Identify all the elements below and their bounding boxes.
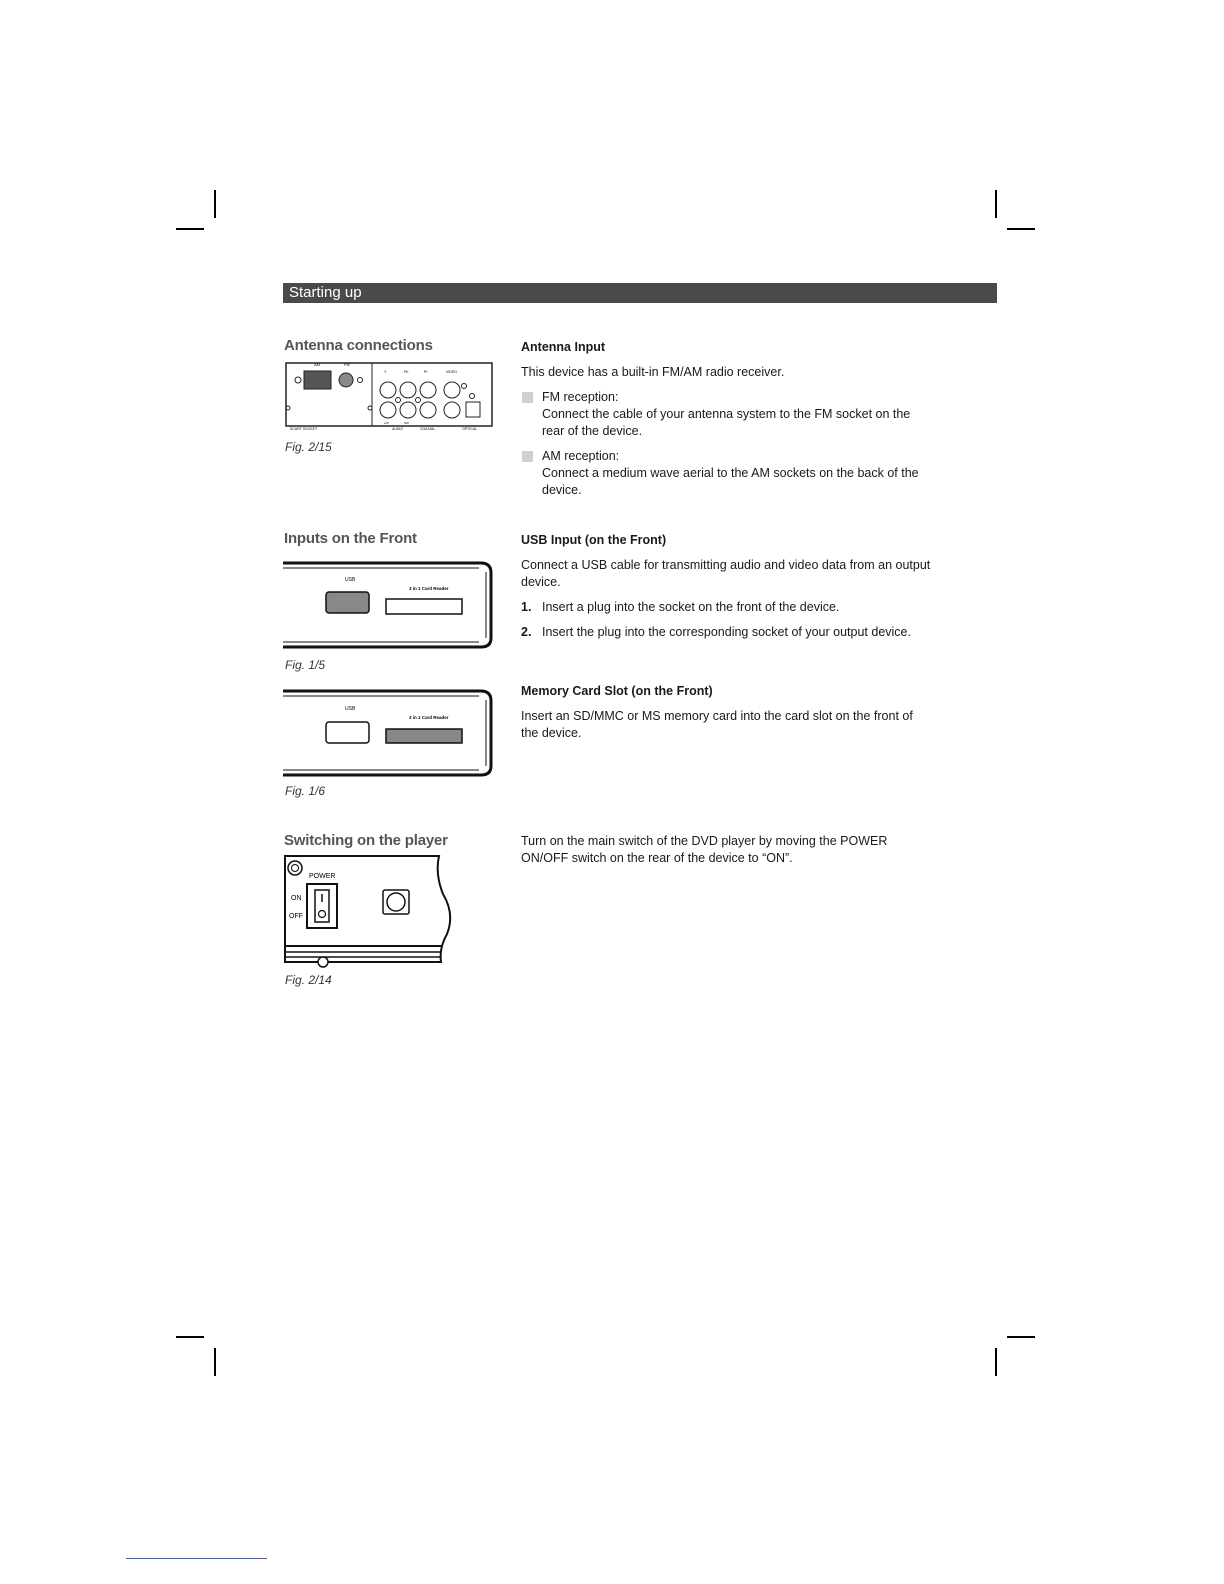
usb-label: USB <box>345 706 356 712</box>
switching-text: Turn on the main switch of the DVD player by moving the POWER ON/OFF switch on the rear of the device to “ON”. <box>521 834 888 865</box>
bullet-text: Connect the cable of your antenna system to the FM socket on the rear of the device. <box>542 407 911 438</box>
scart-label: SCART SOCKET <box>290 427 318 430</box>
card-heading: Memory Card Slot (on the Front) <box>521 684 713 698</box>
crop-mark <box>995 190 997 218</box>
rear-panel-figure <box>284 360 496 430</box>
antenna-section-title: Antenna connections <box>284 337 433 354</box>
am-label: AM <box>314 362 320 367</box>
step-number: 2. <box>521 625 532 639</box>
crop-mark <box>1007 228 1035 230</box>
coaxial-label: COAXIAL <box>420 427 436 430</box>
power-label: POWER <box>309 873 336 880</box>
crop-mark <box>176 1336 204 1338</box>
usb-heading: USB Input (on the Front) <box>521 533 667 547</box>
usb-text-column <box>521 532 931 649</box>
card-text-column <box>521 683 931 750</box>
off-label: OFF <box>289 913 303 920</box>
bullet-label: AM reception: <box>542 449 620 463</box>
inputs-section-title: Inputs on the Front <box>284 530 417 547</box>
bullet-square-icon <box>522 451 533 462</box>
pb-label: Pb <box>404 370 409 374</box>
crop-mark <box>995 1348 997 1376</box>
card-reader-label: 3 in 1 Card Reader <box>409 715 449 720</box>
figure-caption: Fig. 2/15 <box>285 440 332 454</box>
crop-mark <box>176 228 204 230</box>
video-label: VIDEO <box>446 370 457 374</box>
front-card-figure <box>283 686 495 778</box>
lr-label: L/R <box>384 421 389 425</box>
section-banner: Starting up <box>283 283 997 303</box>
antenna-intro: This device has a built-in FM/AM radio receiver. <box>521 365 785 379</box>
step-item <box>521 624 931 641</box>
usb-label: USB <box>345 577 356 583</box>
audio-label: AUDIO <box>392 427 404 430</box>
front-usb-figure <box>283 558 495 650</box>
bullet-label: FM reception: <box>542 390 619 404</box>
crop-mark <box>214 1348 216 1376</box>
switching-section-title: Switching on the player <box>284 832 448 849</box>
bullet-text: Connect a medium wave aerial to the AM sockets on the back of the device. <box>542 466 919 497</box>
step-text: Insert a plug into the socket on the front of the device. <box>542 600 840 614</box>
step-item <box>521 599 931 616</box>
antenna-heading: Antenna Input <box>521 340 606 354</box>
bullet-item <box>521 448 931 499</box>
bullet-square-icon <box>522 392 533 403</box>
crop-mark <box>1007 1336 1035 1338</box>
usb-text: Connect a USB cable for transmitting audio and video data from an output device. <box>521 558 931 589</box>
sw-label: SW <box>404 421 409 425</box>
step-text: Insert the plug into the corresponding socket of your output device. <box>542 625 911 639</box>
optical-label: OPTICAL <box>462 427 477 430</box>
fm-label: FM <box>344 362 350 367</box>
antenna-text-column <box>521 339 931 507</box>
figure-caption: Fig. 2/14 <box>285 973 332 987</box>
bullet-item <box>521 389 931 440</box>
on-label: ON <box>291 895 302 902</box>
pr-label: Pr <box>424 370 428 374</box>
step-number: 1. <box>521 600 532 614</box>
figure-caption: Fig. 1/5 <box>285 658 326 672</box>
card-reader-label: 3 in 1 Card Reader <box>409 586 449 591</box>
crop-mark <box>214 190 216 218</box>
switching-text-column <box>521 833 931 875</box>
y-label: Y <box>384 370 387 374</box>
figure-caption: Fig. 1/6 <box>285 784 326 798</box>
footer-link-line <box>126 1558 267 1559</box>
card-text: Insert an SD/MMC or MS memory card into the card slot on the front of the device. <box>521 709 913 740</box>
power-switch-figure <box>283 854 458 968</box>
